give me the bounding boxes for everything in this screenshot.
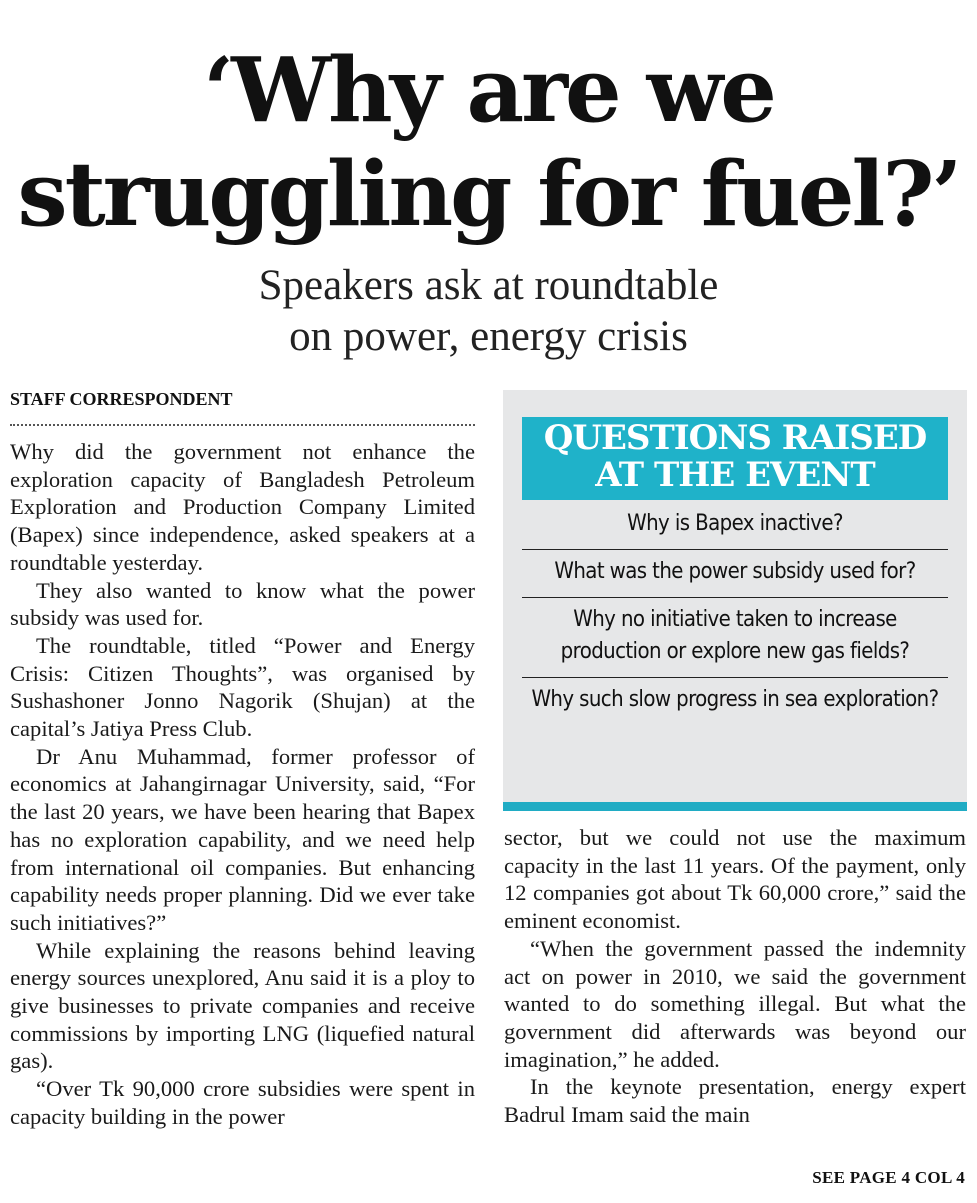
article-paragraph: sector, but we could not use the maximum capacity in the last 11 years. Of the payment, only 12 companies got about Tk 60,000 crore,” said the eminent economist. bbox=[504, 825, 966, 934]
subheadline-line-1: Speakers ask at roundtable bbox=[258, 262, 719, 309]
headline-line-2: struggling for fuel?’ bbox=[17, 141, 960, 246]
article-paragraph: They also wanted to know what the power subsidy was used for. bbox=[10, 577, 475, 631]
article-paragraph: “When the government passed the indemnity act on power in 2010, we said the government wanted to do something illegal. But what the government did afterwards was beyond our imagination,” he added. bbox=[504, 935, 966, 1072]
question-item: Why such slow progress in sea exploration? bbox=[531, 687, 939, 712]
headline bbox=[0, 38, 977, 246]
question-item: Why no initiative taken to increase production or explore new gas fields? bbox=[522, 598, 948, 678]
jump-line: SEE PAGE 4 COL 4 bbox=[812, 1168, 965, 1187]
subheadline-line-2: on power, energy crisis bbox=[289, 313, 688, 360]
sidebar-title-line-2: AT THE EVENT bbox=[595, 455, 875, 495]
sidebar-title bbox=[522, 417, 948, 500]
byline-divider bbox=[10, 424, 475, 426]
headline-line-1: ‘Why are we bbox=[203, 37, 774, 142]
question-item: Why is Bapex inactive? bbox=[522, 502, 948, 550]
article-paragraph: “Over Tk 90,000 crore subsidies were spent in capacity building in the power bbox=[10, 1076, 475, 1129]
article-paragraph: The roundtable, titled “Power and Energy Crisis: Citizen Thoughts”, was organised by Sushashoner Jonno Nagorik (Shujan) at the capital’s Jatiya Press Club. bbox=[10, 632, 475, 742]
question-item: What was the power subsidy used for? bbox=[522, 550, 948, 598]
article-paragraph: Dr Anu Muhammad, former professor of economics at Jahangirnagar University, said, “For the last 20 years, we have been hearing that Bapex has no exploration capability, and we need help from international oil companies. But enhancing capability needs proper planning. Did we ever take such initiatives?” bbox=[10, 743, 475, 935]
article-column-right bbox=[504, 824, 966, 1129]
questions-sidebar bbox=[503, 390, 967, 811]
article-paragraph: While explaining the reasons behind leaving energy sources unexplored, Anu said it is a ploy to give businesses to private companies and receive commissions by importing LNG (liquefied natural gas). bbox=[10, 937, 475, 1074]
byline: STAFF CORRESPONDENT bbox=[10, 389, 233, 409]
article-column-left bbox=[10, 438, 475, 1131]
sidebar-title-line-1: QUESTIONS RAISED bbox=[543, 418, 927, 458]
article-paragraph: Why did the government not enhance the exploration capacity of Bangladesh Petroleum Exploration and Production Company Limited (Bapex) since independence, asked speakers at a roundtable yesterday. bbox=[10, 439, 475, 575]
subheadline bbox=[0, 260, 977, 362]
question-list bbox=[522, 502, 948, 725]
article-paragraph: In the keynote presentation, energy expert Badrul Imam said the main bbox=[504, 1074, 966, 1128]
